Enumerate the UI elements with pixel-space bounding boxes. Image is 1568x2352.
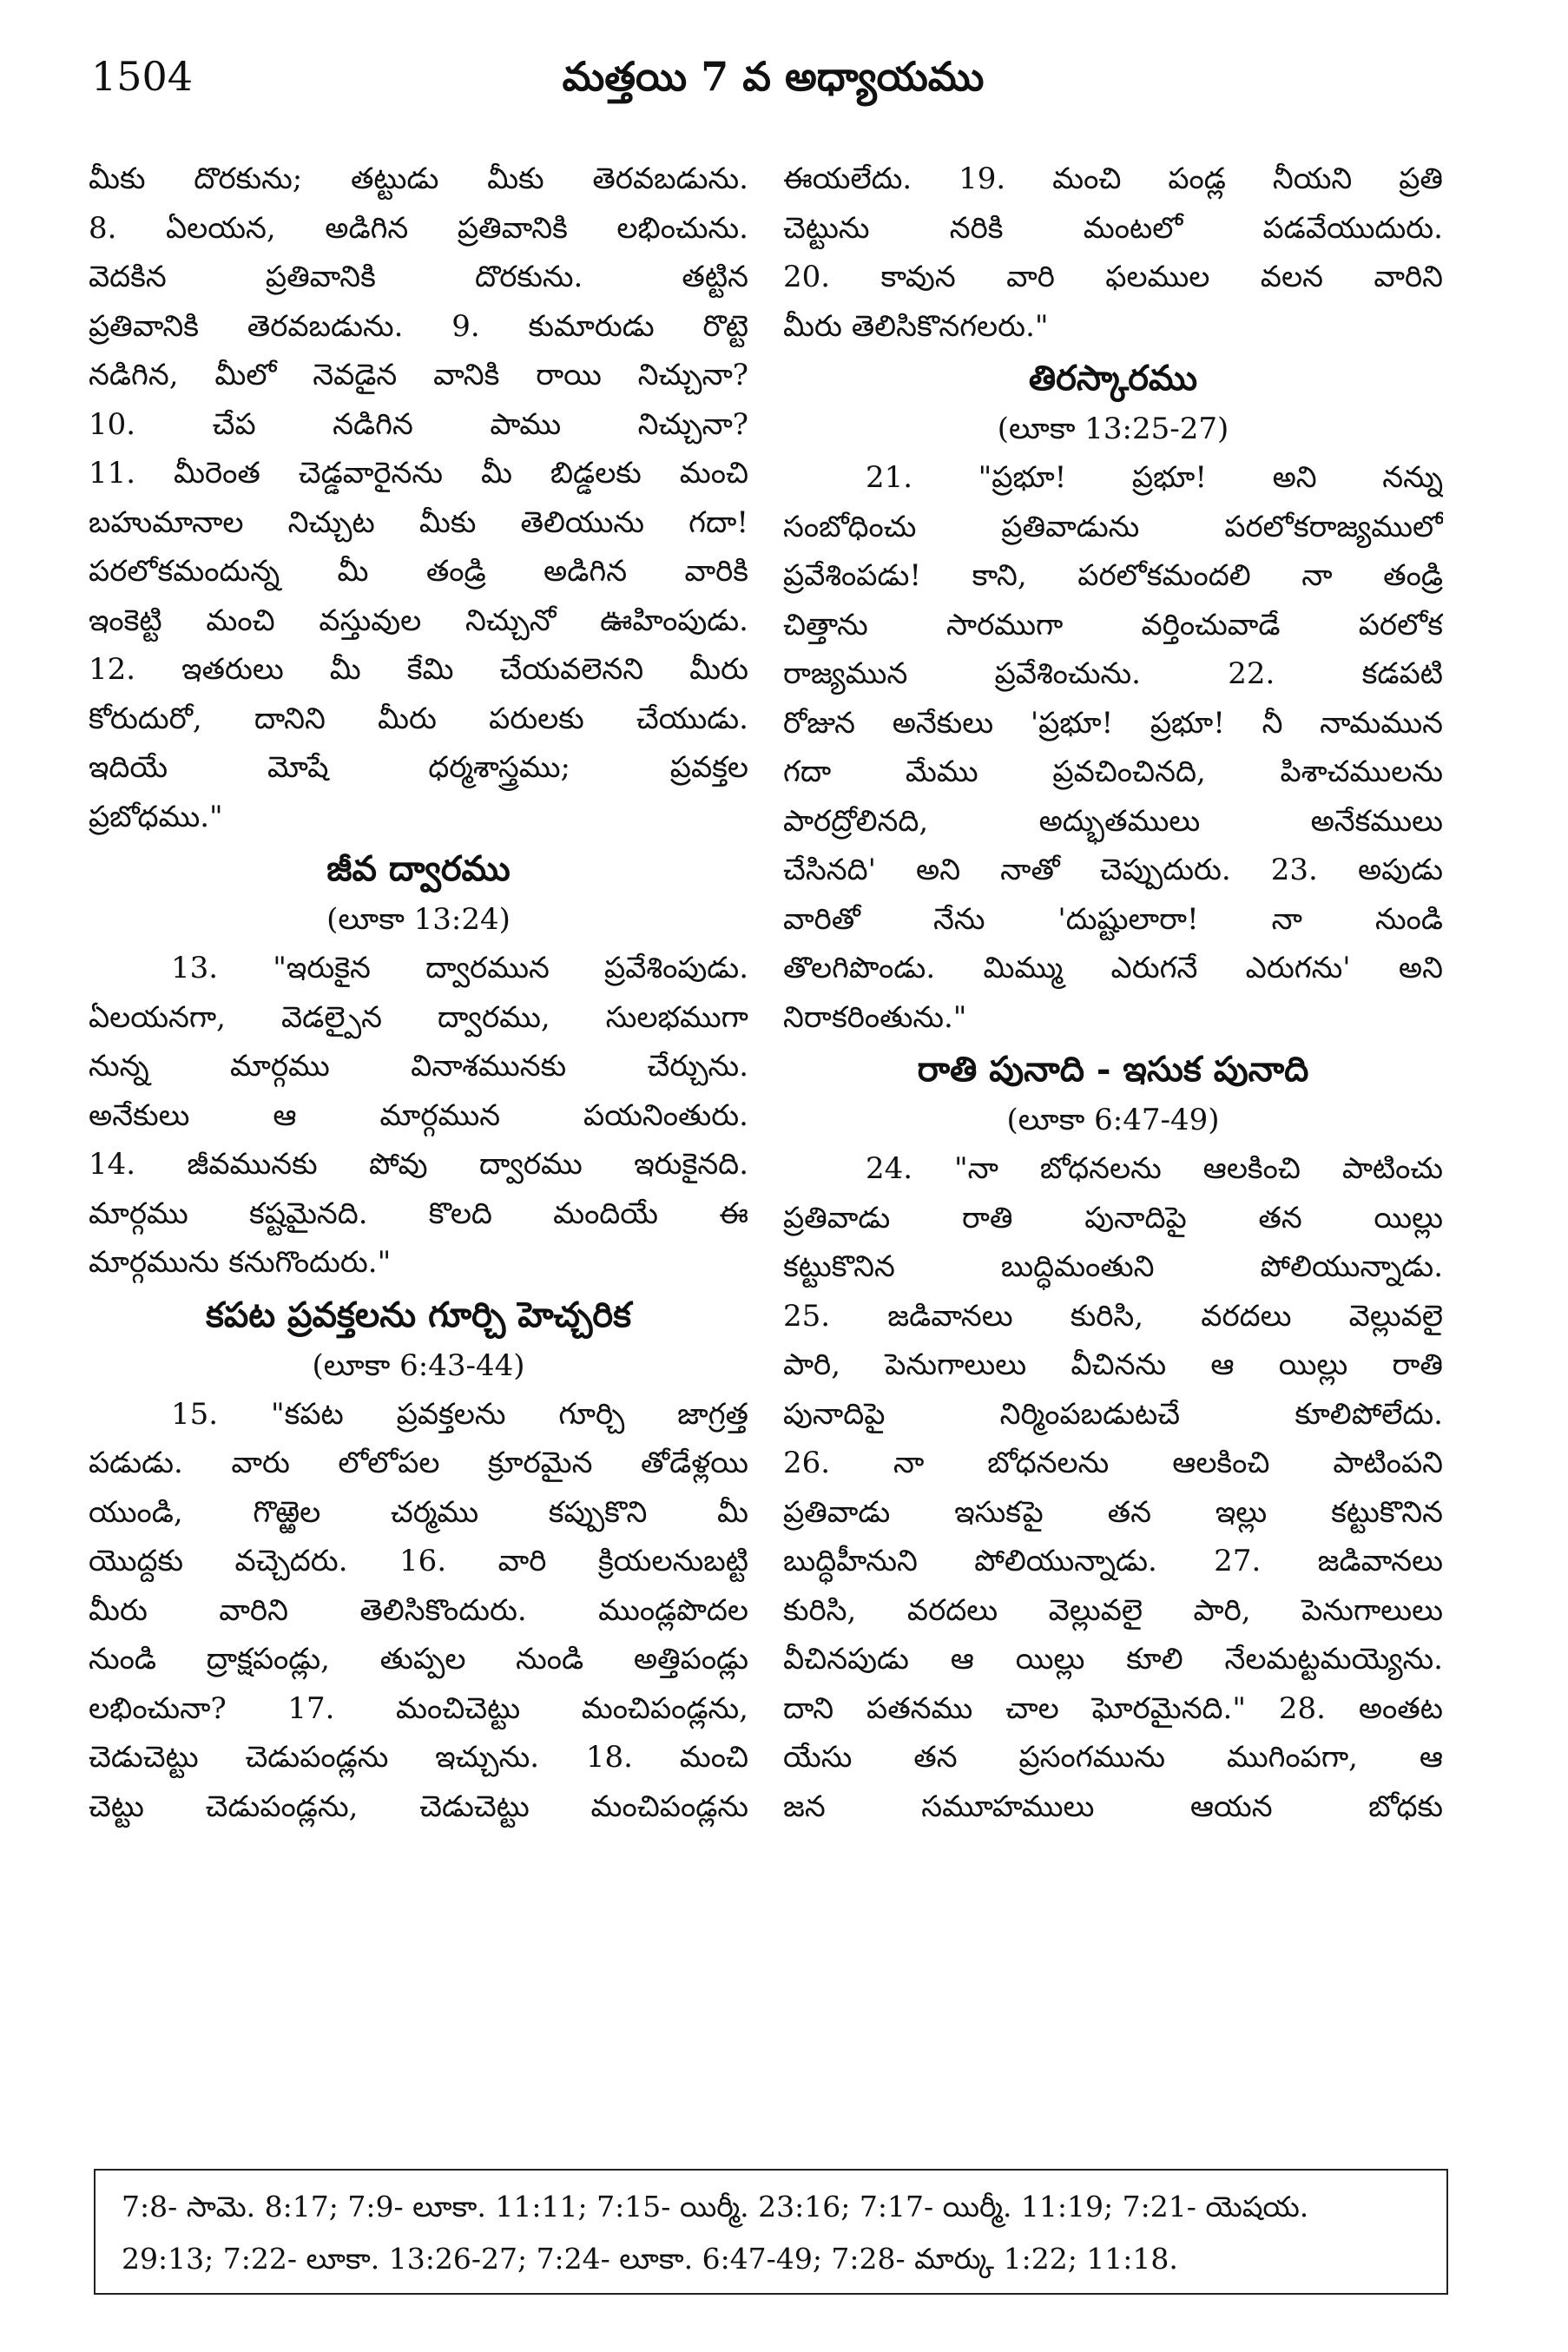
- footnote-box: [94, 2169, 1448, 2295]
- text-line: మీకు దొరకును; తట్టుడు మీకు తెరవబడును.: [89, 161, 748, 196]
- text-line: దాని పతనము చాల ఘోరమైనది." 28. అంతట: [783, 1690, 1443, 1726]
- text-line: ప్రతివాడు రాతి పునాదిపై తన యిల్లు: [783, 1200, 1443, 1235]
- text-line: 8. ఏలయన, అడిగిన ప్రతివానికి లభించును.: [89, 210, 748, 246]
- text-line: ప్రతివానికి తెరవబడును. 9. కుమారుడు రొట్టె: [89, 308, 748, 344]
- left-column: [89, 155, 748, 1831]
- text-line: మీరు తెలిసికొనగలరు.": [783, 308, 1049, 344]
- page-header: [91, 42, 1455, 111]
- section-heading: కపట ప్రవక్తలను గూర్చి హెచ్చరిక: [205, 1294, 632, 1335]
- text-line: పరలోకమందున్న మీ తండ్రి అడిగిన వారికి: [89, 554, 748, 589]
- text-line: మీరు వారిని తెలిసికొందురు. ముండ్లపొదల: [89, 1592, 748, 1628]
- running-title: మత్తయి 7 వ అధ్యాయము: [562, 53, 985, 100]
- text-line: ఇంకెట్టి మంచి వస్తువుల నిచ్చునో ఊహింపుడు.: [89, 603, 748, 638]
- text-line: ఏలయనగా, వెడల్పైన ద్వారము, సులభముగా: [89, 999, 748, 1035]
- section-heading: తిరస్కారము: [1028, 358, 1198, 399]
- text-line: 24. "నా బోధనలను ఆలకించి పాటించు: [866, 1151, 1443, 1186]
- text-line: చెట్టును నరికి మంటలో పడవేయుదురు.: [783, 210, 1443, 246]
- text-line: ప్రబోధము.": [89, 799, 223, 834]
- text-line: వీచినపుడు ఆ యిల్లు కూలి నేలమట్టమయ్యెను.: [783, 1642, 1443, 1677]
- text-line: 10. చేప నడిగిన పాము నిచ్చునా?: [89, 406, 748, 442]
- text-line: 15. "కపట ప్రవక్తలను గూర్చి జాగ్రత్త: [171, 1396, 748, 1432]
- text-line: రాజ్యమున ప్రవేశించును. 22. కడపటి: [783, 656, 1443, 691]
- text-line: కోరుదురో, దానిని మీరు పరులకు చేయుడు.: [89, 701, 748, 736]
- text-line: నిరాకరింతును.": [783, 999, 967, 1035]
- text-line: అనేకులు ఆ మార్గమున పయనింతురు.: [89, 1097, 748, 1133]
- text-line: ప్రతివాడు ఇసుకపై తన ఇల్లు కట్టుకొనిన: [783, 1494, 1443, 1530]
- text-line: 14. జీవమునకు పోవు ద్వారము ఇరుకైనది.: [89, 1147, 748, 1182]
- text-line: నుండి ద్రాక్షపండ్లు, తుప్పల నుండి అత్తిపండ్లు: [89, 1642, 748, 1677]
- text-line: బుద్ధిహీనుని పోలియున్నాడు. 27. జడివానలు: [783, 1544, 1443, 1578]
- section-heading: జీవ ద్వారము: [326, 848, 511, 889]
- text-line: కట్టుకొనిన బుద్ధిమంతుని పోలియున్నాడు.: [783, 1249, 1443, 1284]
- text-line: 21. "ప్రభూ! ప్రభూ! అని నన్ను: [866, 460, 1443, 495]
- text-line: 26. నా బోధనలను ఆలకించి పాటింపని: [783, 1446, 1443, 1480]
- text-line: 13. "ఇరుకైన ద్వారమున ప్రవేశింపుడు.: [171, 951, 748, 985]
- text-line: యుండి, గొఱ్ఱెల చర్మము కప్పుకొని మీ: [89, 1494, 748, 1530]
- footnote-line: 7:8- సామె. 8:17; 7:9- లూకా. 11:11; 7:15- యిర్మీ. 23:16; 7:17- యిర్మీ. 11:19; 7:21- యెషయ.: [122, 2190, 1309, 2224]
- text-line: మార్గము కష్టమైనది. కొలది మందియే ఈ: [89, 1196, 748, 1231]
- text-line: సంబోధించు ప్రతివాడును పరలోకరాజ్యములో: [783, 509, 1443, 544]
- text-line: లభించునా? 17. మంచిచెట్టు మంచిపండ్లను,: [89, 1690, 748, 1726]
- text-line: యేసు తన ప్రసంగమును ముగింపగా, ఆ: [783, 1740, 1443, 1775]
- page-number: 1504: [91, 53, 194, 100]
- cross-reference: (లూకా 13:24): [326, 902, 511, 937]
- text-line: నున్న మార్గము వినాశమునకు చేర్చును.: [89, 1049, 748, 1084]
- text-line: చిత్తాను సారముగా వర్తించువాడే పరలోక: [783, 607, 1443, 642]
- text-line: పారద్రోలినది, అద్భుతములు అనేకములు: [783, 803, 1443, 839]
- text-line: చెడుచెట్టు చెడుపండ్లను ఇచ్చును. 18. మంచి: [89, 1740, 748, 1775]
- text-line: కురిసి, వరదలు వెల్లువలై పారి, పెనుగాలులు: [783, 1592, 1443, 1628]
- text-line: 12. ఇతరులు మీ కేమి చేయవలెనని మీరు: [89, 652, 748, 687]
- text-line: జన సమూహములు ఆయన బోధకు: [783, 1789, 1443, 1824]
- text-line: 11. మీరెంత చెడ్డవారైనను మీ బిడ్డలకు మంచి: [89, 456, 748, 491]
- section-heading: రాతి పునాది - ఇసుక పునాది: [917, 1049, 1309, 1090]
- text-line: గదా మేము ప్రవచించినది, పిశాచములను: [783, 754, 1443, 789]
- cross-reference: (లూకా 13:25-27): [997, 412, 1229, 446]
- footnote-line: 29:13; 7:22- లూకా. 13:26-27; 7:24- లూకా. 6:47-49; 7:28- మార్కు 1:22; 11:18.: [122, 2242, 1178, 2276]
- text-line: చెట్టు చెడుపండ్లను, చెడుచెట్టు మంచిపండ్లను: [89, 1789, 748, 1824]
- text-line: 25. జడివానలు కురిసి, వరదలు వెల్లువలై: [783, 1298, 1443, 1334]
- text-line: ప్రవేశింపడు! కాని, పరలోకమందలి నా తండ్రి: [783, 558, 1443, 593]
- text-line: చేసినది' అని నాతో చెప్పుదురు. 23. అపుడు: [783, 853, 1443, 887]
- text-line: పారి, పెనుగాలులు వీచినను ఆ యిల్లు రాతి: [783, 1347, 1443, 1382]
- text-line: మార్గమును కనుగొందురు.": [89, 1245, 392, 1280]
- text-line: పునాదిపై నిర్మింపబడుటచే కూలిపోలేదు.: [783, 1396, 1443, 1432]
- text-line: ఈయలేదు. 19. మంచి పండ్ల నీయని ప్రతి: [783, 161, 1443, 196]
- text-line: తొలగిపొండు. మిమ్ము ఎరుగనే ఎరుగను' అని: [783, 951, 1443, 985]
- text-line: 20. కావున వారి ఫలముల వలన వారిని: [783, 260, 1443, 294]
- text-line: యొద్దకు వచ్చెదరు. 16. వారి క్రియలనుబట్టి: [89, 1544, 748, 1578]
- text-line: వారితో నేను 'దుష్టులారా! నా నుండి: [783, 901, 1443, 937]
- text-line: రోజున అనేకులు 'ప్రభూ! ప్రభూ! నీ నామమున: [783, 705, 1443, 741]
- right-column: [783, 155, 1443, 1831]
- text-line: నడిగిన, మీలో నెవడైన వానికి రాయి నిచ్చునా?: [89, 358, 748, 392]
- text-line: వెదకిన ప్రతివానికి దొరకును. తట్టిన: [89, 260, 748, 294]
- text-line: పడుడు. వారు లోలోపల క్రూరమైన తోడేళ్లయి: [89, 1446, 748, 1480]
- cross-reference: (లూకా 6:43-44): [312, 1347, 525, 1383]
- text-line: బహుమానాల నిచ్చుట మీకు తెలియును గదా!: [89, 504, 748, 540]
- text-line: ఇదియే మోషే ధర్మశాస్త్రము; ప్రవక్తల: [89, 750, 748, 785]
- cross-reference: (లూకా 6:47-49): [1006, 1103, 1220, 1137]
